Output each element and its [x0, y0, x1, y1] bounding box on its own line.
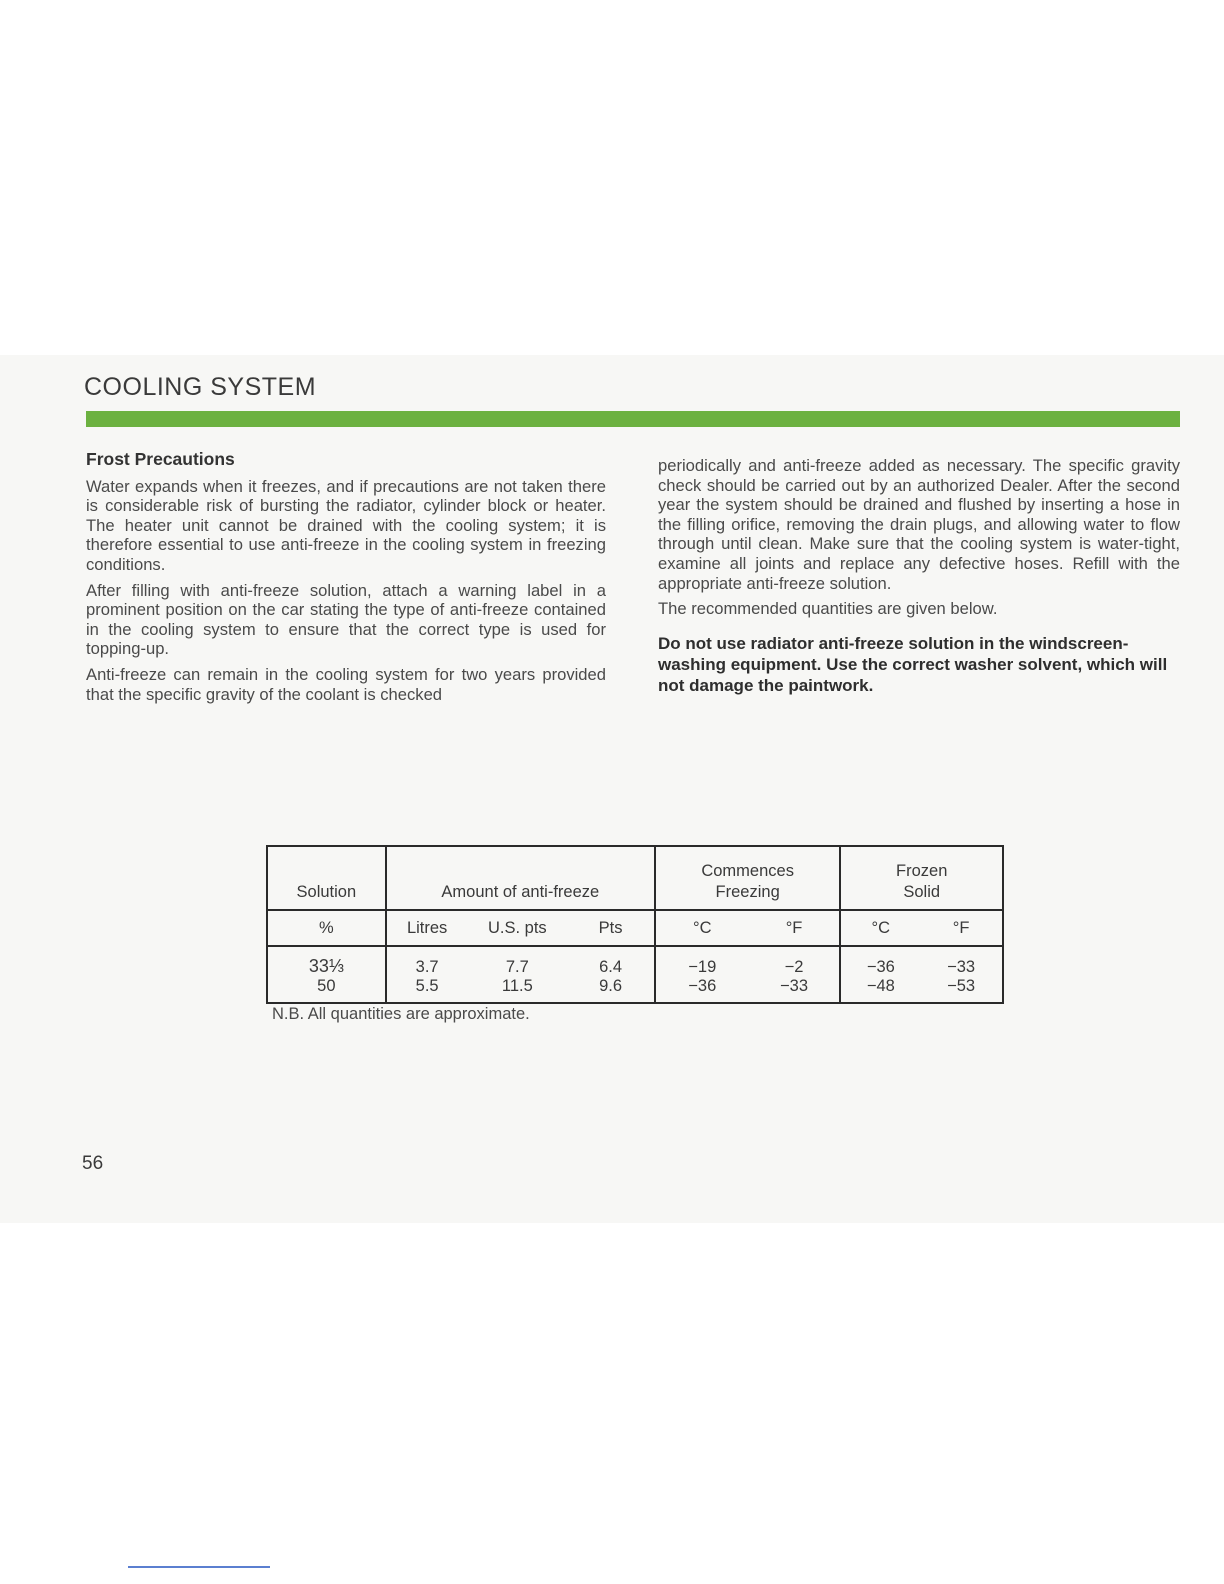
paragraph-periodic-check: periodically and anti-freeze added as necessary. The specific gravity check should be carried out by an authorized Dealer. After the second year the system should be drained and flushed by inserting a hose in the filling orifice, removing the drain plugs, and allowing water to flow through until clean. Make sure that the cooling system is water-tight, examine all joints and replace any defective hoses. Refill with the appropriate anti-freeze solution.: [658, 456, 1180, 593]
approximation-note: N.B. All quantities are approximate.: [272, 1005, 530, 1023]
bottom-rule: [128, 1566, 270, 1568]
table-header-row: [267, 846, 1003, 910]
paragraph-warning-label: After filling with anti-freeze solution, attach a warning label in a prominent position on the car stating the type of anti-freeze contained in the cooling system to ensure that the correct type is used for topping-up.: [86, 580, 606, 659]
section-title: COOLING SYSTEM: [84, 373, 317, 401]
cell-us-pints: 11.5: [501, 977, 533, 995]
unit-us-pints: U.S. pts: [468, 910, 568, 946]
paragraph-water-expands: Water expands when it freezes, and if precautions are not taken there is considerable risk of bursting the radiator, cylinder block or heater. The heater unit cannot be drained with the cooling system; it is therefore essential to use anti-freeze in the cooling system in freezing conditions.: [86, 476, 606, 574]
header-frozen-solid: [840, 846, 1003, 910]
header-commences-line1: Commences: [701, 862, 794, 880]
cell-pints: 6.4: [599, 958, 622, 976]
cell-frozen-fahrenheit: −33: [947, 958, 976, 976]
unit-pints: Pts: [567, 910, 655, 946]
cell-commences-celsius: −36: [655, 977, 749, 1003]
cell-frozen-celsius: −48: [840, 977, 920, 1003]
washer-warning: Do not use radiator anti-freeze solution in the windscreen-washing equipment. Use the correct washer solvent, which will not damage the paintwork.: [658, 633, 1168, 695]
cell-frozen-fahrenheit: −53: [947, 977, 976, 995]
header-amount: Amount of anti-freeze: [386, 846, 655, 910]
unit-commences-celsius: °C: [655, 910, 749, 946]
unit-litres: Litres: [386, 910, 468, 946]
table-row: [267, 977, 1003, 1003]
cell-commences-fahrenheit: −33: [780, 977, 809, 995]
cell-litres: 3.7: [386, 946, 468, 977]
paragraph-anti-freeze-duration: Anti-freeze can remain in the cooling system for two years provided that the specific gravity of the coolant is checked: [86, 664, 606, 704]
unit-frozen-fahrenheit: °F: [920, 910, 1003, 946]
header-frozen-line1: Frozen: [896, 862, 948, 880]
cell-pints: 9.6: [599, 977, 622, 995]
page-number: 56: [82, 1153, 104, 1174]
paragraph-recommended-quantities: The recommended quantities are given below.: [658, 599, 998, 619]
unit-percent: %: [267, 910, 386, 946]
unit-commences-fahrenheit: °F: [749, 910, 841, 946]
cell-solution-percent: 50: [317, 977, 336, 995]
table-units-row: [267, 910, 1003, 946]
anti-freeze-table: [266, 845, 1004, 1004]
unit-frozen-celsius: °C: [840, 910, 920, 946]
cell-commences-fahrenheit: −2: [784, 958, 804, 976]
frost-precautions-heading: Frost Precautions: [86, 449, 235, 469]
title-accent-bar: [86, 411, 1180, 427]
table-row: [267, 946, 1003, 977]
right-column: [658, 456, 1180, 702]
cell-litres: 5.5: [386, 977, 468, 1003]
cell-solution-percent: 33⅓: [308, 956, 344, 976]
header-commences-line2: Freezing: [715, 883, 780, 901]
cell-frozen-celsius: −36: [840, 946, 920, 977]
header-solution: Solution: [296, 883, 357, 901]
cell-us-pints: 7.7: [505, 958, 529, 976]
cell-commences-celsius: −19: [655, 946, 749, 977]
left-column: [86, 450, 606, 710]
header-commences-freezing: [655, 846, 841, 910]
header-frozen-line2: Solid: [903, 883, 941, 901]
